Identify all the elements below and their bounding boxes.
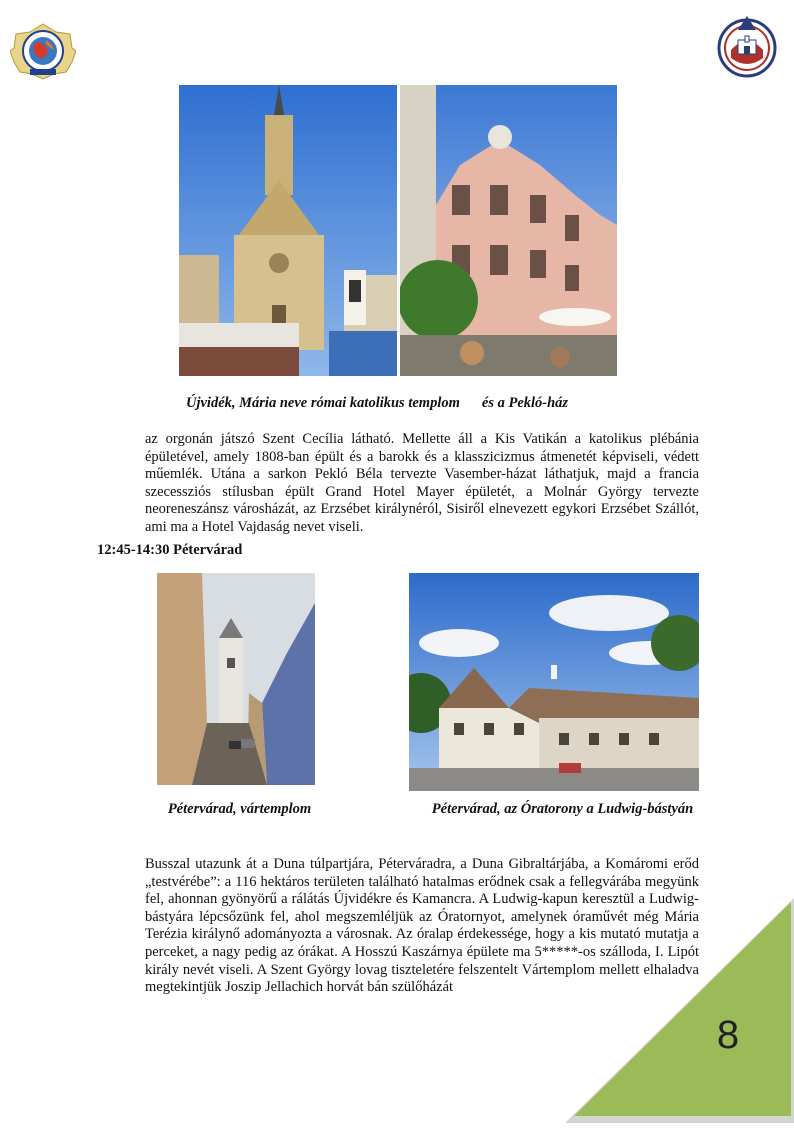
body-paragraph-1: az orgonán játszó Szent Cecília látható. Mellette áll a Kis Vatikán a katolikus plébánia épületével, amely 1808-ban épült és a barokk és a klasszicizmus átmenetét képviseli, védett műemlék. Utána a sarkon Pekló Béla tervezte Vasember-házat láthatjuk, majd a francia szecessziós stílusban épült Grand Hotel Mayer épületét, a Molnár György tervezte neoreneszánsz városházát, az Erzsébet királynéról, Sisiről elnevezett egykori Erzsébet Szállót, ami ma a Hotel Vajdaság nevet viseli. xyxy=(145,431,699,535)
section-heading: 12:45-14:30 Pétervárad xyxy=(97,542,243,558)
body-paragraph-2: Busszal utazunk át a Duna túlpartjára, Péterváradra, a Duna Gibraltárjába, a Komáromi erőd „testvérébe”: a 116 hektáros területen található hatalmas erődnek csak a fellegvárába megyünk fel, ahonnan gyönyörű a rálátás Újvidékre és Kamancra. A Ludwig-kapun keresztül a Ludwig-bástyára lépcsőzünk fel, ahol megszemléljük az Óratornyot, amelynek óraművét még Mária Terézia királynő adományozta a városnak. Az óralap érdekessége, hogy a kis mutató mutatja a perceket, a nagy pedig az órákat. A Hosszú Kaszárnya épülete ma 5*****-os szálloda, I. Lipót király nevét viseli. A Szent György lovag tiszteletére felszentelt Vártemplom mellett elhaladva megtekintjük Joszip Jellachich horvát bán szülőházát xyxy=(145,856,699,996)
caption-war-church: Pétervárad, vártemplom xyxy=(167,801,312,817)
photo-caption-top xyxy=(186,394,626,412)
caption-clock-tower: Pétervárad, az Óratorony a Ludwig-bástyán xyxy=(431,801,694,817)
cathedral-photo xyxy=(179,85,397,376)
page-number: 8 xyxy=(716,1013,740,1057)
pink-palace-photo xyxy=(400,85,617,376)
shield-castle-emblem-icon xyxy=(716,10,778,78)
caption-pekilo-house: és a Pekló-ház xyxy=(481,395,569,411)
page-corner-triangle xyxy=(565,898,794,1123)
caption-cathedral: Újvidék, Mária neve római katolikus templom xyxy=(186,395,460,411)
fortress-buildings-photo xyxy=(409,573,699,791)
globe-emblem-icon xyxy=(10,22,76,80)
narrow-street-church-photo xyxy=(157,573,315,785)
